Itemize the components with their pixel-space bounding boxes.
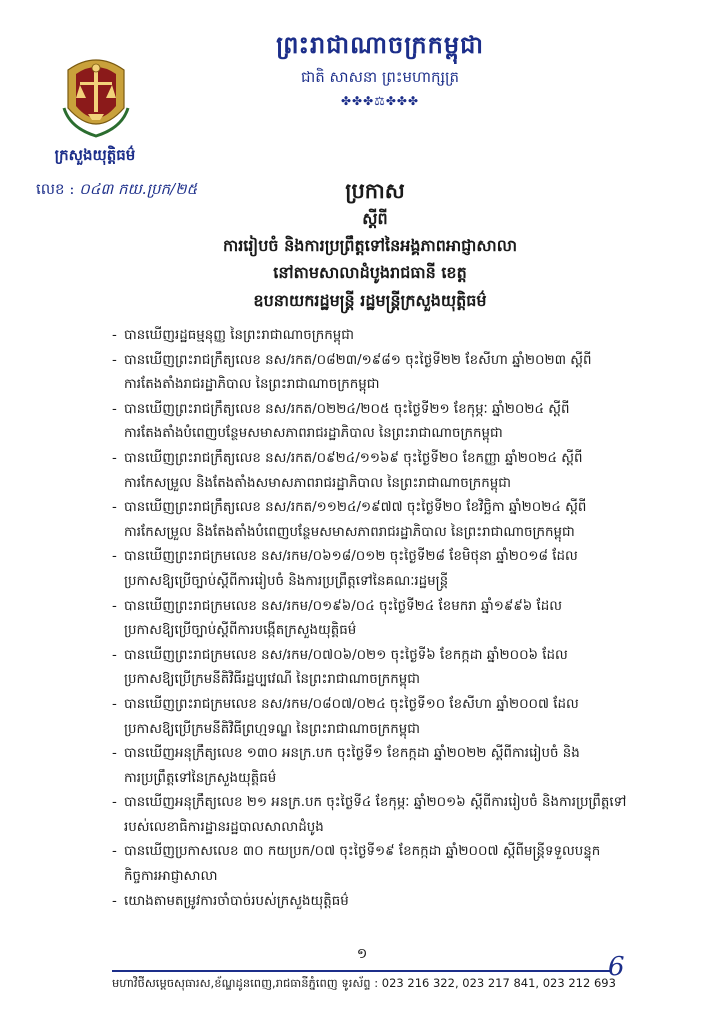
list-item: - បានឃើញព្រះរាជក្រឹត្យលេខ នស/រកត/០៨២៣/១៩៨១ ចុះថ្ងៃទី២២ ខែសីហា ឆ្នាំ២០២៣ ស្តីពី ការតែងតាំងរាជរដ្ឋាភិបាល នៃព្រះរាជាណាចក្រកម្ពុជា: [112, 352, 592, 393]
footer-address: មហាវិថីសម្តេចសុធារស,ខ័ណ្ឌដូនពេញ,រាជធានីភ្នំពេញ ទូរស័ព្ទ : 023 216 322, 023 217 841, 023 212 693: [112, 976, 616, 990]
ministry-name: ក្រសួងយុត្តិធម៌: [54, 146, 136, 164]
footer-page-mark: 6: [608, 952, 625, 982]
list-item: - បានឃើញប្រកាសលេខ ៣០ កយប្រក/០៧ ចុះថ្ងៃទី១៩ ខែកក្កដា ឆ្នាំ២០០៧ ស្តីពីមន្ត្រីទទួលបន្ទុក កិច្ចការអាជ្ញាសាលា: [112, 844, 601, 885]
list-item: - បានឃើញព្រះរាជក្រមលេខ នស/រកម/០៦១៨/០១២ ចុះថ្ងៃទី២៨ ខែមិថុនា ឆ្នាំ២០១៨ ដែល ប្រកាសឱ្យប្រើច្បាប់ស្តីពីការរៀបចំ និងការប្រព្រឹត្តទៅនៃគណៈរដ្ឋមន្ត្រី: [112, 549, 578, 589]
issuing-authority: ឧបនាយករដ្ឋមន្ត្រី រដ្ឋមន្ត្រីក្រសួងយុត្តិធម៌: [253, 291, 487, 310]
document-type: ប្រកាស: [345, 178, 405, 203]
list-item: - បានឃើញព្រះរាជក្រឹត្យលេខ នស/រកត/១១២៤/១៩៧៧ ចុះថ្ងៃទី២០ ខែវិច្ឆិកា ឆ្នាំ២០២៤ ស្តីពី ការកែសម្រួល និងតែងតាំងបំពេញបន្ថែមសមាសភាពរាជរដ្ឋាភិបាល នៃព្រះរាជាណាចក្រកម្ពុជា: [112, 500, 587, 540]
list-item: - បានឃើញរដ្ឋធម្មនុញ្ញ នៃព្រះរាជាណាចក្រកម្ពុជា: [112, 328, 354, 343]
subject-line-2: នៅតាមសាលាដំបូងរាជធានី ខេត្ត: [273, 263, 467, 282]
footer-divider: [112, 970, 612, 972]
reference-number: [36, 180, 197, 202]
page-number: ១: [356, 946, 368, 962]
ornament-divider: ✤✤✤⚖✤✤✤: [340, 94, 420, 108]
subject-label: ស្តីពី: [362, 209, 388, 228]
reference-label: លេខ :: [36, 180, 75, 198]
national-motto: ជាតិ សាសនា ព្រះមហាក្សត្រ: [300, 68, 460, 86]
document-subject: [150, 232, 590, 286]
list-item: - បានឃើញព្រះរាជក្រមលេខ នស/រកម/០១៩៦/០៤ ចុះថ្ងៃទី២៤ ខែមករា ឆ្នាំ១៩៩៦ ដែល ប្រកាសឱ្យប្រើច្បាប់ស្តីពីការបង្កើតក្រសួងយុត្តិធម៌: [112, 598, 563, 639]
preamble-list: [112, 324, 652, 914]
list-item: - បានឃើញអនុក្រឹត្យលេខ ២១ អនក្រ.បក ចុះថ្ងៃទី៤ ខែកុម្ភៈ ឆ្នាំ២០១៦ ស្តីពីការរៀបចំ និងការប្រព្រឹត្តទៅ របស់លេខាធិការដ្ឋានរដ្ឋបាលសាលាដំបូង: [112, 795, 627, 835]
reference-value: ០៤៣ កយ.ប្រក/២៥: [79, 180, 198, 198]
list-item: - បានឃើញព្រះរាជក្រមលេខ នស/រកម/០៧០៦/០២១ ចុះថ្ងៃទី៦ ខែកក្កដា ឆ្នាំ២០០៦ ដែល ប្រកាសឱ្យប្រើក្រមនីតិវិធីរដ្ឋប្បវេណី នៃព្រះរាជាណាចក្រកម្ពុជា: [112, 647, 568, 688]
kingdom-title: ព្រះរាជាណាចក្រកម្ពុជា: [276, 30, 484, 59]
list-item: - យោងតាមតម្រូវការចាំបាច់របស់ក្រសួងយុត្តិធម៌: [112, 893, 349, 909]
list-item: - បានឃើញព្រះរាជក្រមលេខ នស/រកម/០៨០៧/០២៤ ចុះថ្ងៃទី១០ ខែសីហា ឆ្នាំ២០០៧ ដែល ប្រកាសឱ្យប្រើក្រមនីតិវិធីព្រហ្មទណ្ឌ នៃព្រះរាជាណាចក្រកម្ពុជា: [112, 696, 579, 737]
ministry-emblem-icon: [60, 48, 132, 140]
list-item: - បានឃើញអនុក្រឹត្យលេខ ១៣០ អនក្រ.បក ចុះថ្ងៃទី១ ខែកក្កដា ឆ្នាំ២០២២ ស្តីពីការរៀបចំ និង ការប្រព្រឹត្តទៅនៃក្រសួងយុត្តិធម៌: [112, 746, 580, 786]
list-item: - បានឃើញព្រះរាជក្រឹត្យលេខ នស/រកត/០២២៤/២០៥ ចុះថ្ងៃទី២១ ខែកុម្ភៈ ឆ្នាំ២០២៤ ស្តីពី ការតែងតាំងបំពេញបន្ថែមសមាសភាពរាជរដ្ឋាភិបាល នៃព្រះរាជាណាចក្រកម្ពុជា: [112, 401, 570, 442]
list-item: - បានឃើញព្រះរាជក្រឹត្យលេខ នស/រកត/០៩២៤/១១៦៩ ចុះថ្ងៃទី២០ ខែកញ្ញា ឆ្នាំ២០២៤ ស្តីពី ការកែសម្រួល និងតែងតាំងសមាសភាពរាជរដ្ឋាភិបាល នៃព្រះរាជាណាចក្រកម្ពុជា: [112, 450, 583, 491]
subject-line-1: ការរៀបចំ និងការប្រព្រឹត្តទៅនៃអង្គភាពអាជ្ញាសាលា: [222, 236, 518, 255]
